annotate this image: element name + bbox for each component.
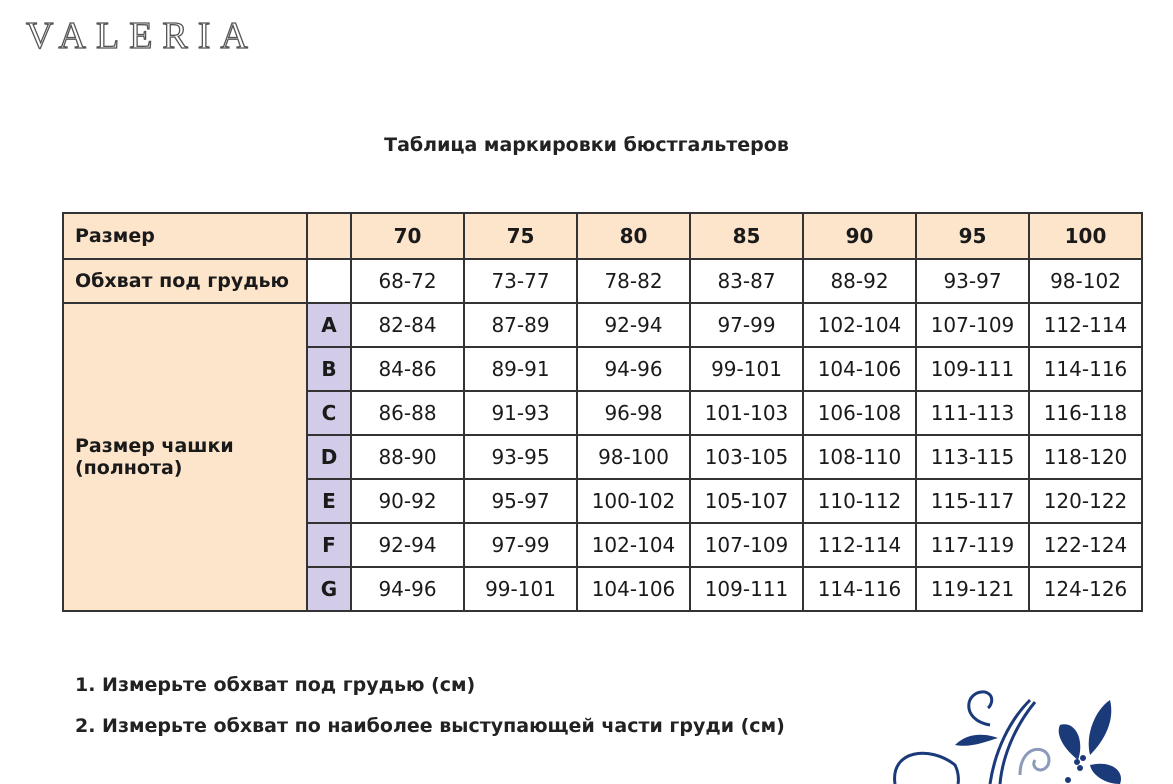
cup-letter-cell: D [307, 435, 351, 479]
bust-range-cell: 104-106 [577, 567, 690, 611]
bust-range-cell: 108-110 [803, 435, 916, 479]
bust-range-cell: 102-104 [577, 523, 690, 567]
bust-range-cell: 99-101 [690, 347, 803, 391]
bust-range-cell: 107-109 [916, 303, 1029, 347]
bust-range-cell: 120-122 [1029, 479, 1142, 523]
size-header-row [63, 213, 1142, 259]
instruction-1: 1. Измерьте обхват под грудью (см) [75, 674, 476, 696]
bust-range-cell: 93-95 [464, 435, 577, 479]
bust-range-cell: 112-114 [1029, 303, 1142, 347]
bust-range-cell: 101-103 [690, 391, 803, 435]
size-header-cell: 70 [351, 213, 464, 259]
cup-label-line2: (полнота) [75, 457, 183, 479]
bust-range-cell: 92-94 [577, 303, 690, 347]
size-header-cell: 80 [577, 213, 690, 259]
underbust-cell: 88-92 [803, 259, 916, 303]
empty-cell [307, 259, 351, 303]
bust-range-cell: 117-119 [916, 523, 1029, 567]
bust-range-cell: 104-106 [803, 347, 916, 391]
bust-range-cell: 103-105 [690, 435, 803, 479]
underbust-cell: 98-102 [1029, 259, 1142, 303]
bust-range-cell: 100-102 [577, 479, 690, 523]
bust-range-cell: 84-86 [351, 347, 464, 391]
instructions [75, 665, 785, 747]
underbust-label: Обхват под грудью [63, 259, 307, 303]
bust-range-cell: 102-104 [803, 303, 916, 347]
bust-range-cell: 114-116 [803, 567, 916, 611]
bust-range-cell: 110-112 [803, 479, 916, 523]
size-header-cell: 90 [803, 213, 916, 259]
bust-range-cell: 113-115 [916, 435, 1029, 479]
bust-range-cell: 115-117 [916, 479, 1029, 523]
bust-range-cell: 109-111 [690, 567, 803, 611]
size-header-cell: 100 [1029, 213, 1142, 259]
page-title: Таблица маркировки бюстгальтеров [384, 134, 789, 156]
underbust-row [63, 259, 1142, 303]
bust-range-cell: 112-114 [803, 523, 916, 567]
cup-letter-cell: G [307, 567, 351, 611]
bust-range-cell: 94-96 [577, 347, 690, 391]
bust-range-cell: 91-93 [464, 391, 577, 435]
underbust-cell: 93-97 [916, 259, 1029, 303]
bust-range-cell: 124-126 [1029, 567, 1142, 611]
cup-size-label [63, 303, 307, 611]
bust-range-cell: 119-121 [916, 567, 1029, 611]
bust-range-cell: 88-90 [351, 435, 464, 479]
bust-range-cell: 118-120 [1029, 435, 1142, 479]
size-label: Размер [63, 213, 307, 259]
bust-range-cell: 97-99 [464, 523, 577, 567]
bust-range-cell: 114-116 [1029, 347, 1142, 391]
bust-range-cell: 90-92 [351, 479, 464, 523]
bust-range-cell: 92-94 [351, 523, 464, 567]
cup-letter-cell: A [307, 303, 351, 347]
size-header-cell: 85 [690, 213, 803, 259]
bust-range-cell: 105-107 [690, 479, 803, 523]
underbust-cell: 83-87 [690, 259, 803, 303]
empty-cell [307, 213, 351, 259]
cup-letter-cell: F [307, 523, 351, 567]
bust-range-cell: 94-96 [351, 567, 464, 611]
underbust-cell: 78-82 [577, 259, 690, 303]
bust-range-cell: 107-109 [690, 523, 803, 567]
floral-ornament-icon [880, 680, 1173, 784]
size-header-cell: 75 [464, 213, 577, 259]
bust-range-cell: 116-118 [1029, 391, 1142, 435]
underbust-cell: 73-77 [464, 259, 577, 303]
cup-label-line1: Размер чашки [75, 435, 234, 457]
bust-range-cell: 122-124 [1029, 523, 1142, 567]
cup-letter-cell: B [307, 347, 351, 391]
bust-range-cell: 98-100 [577, 435, 690, 479]
bust-range-cell: 95-97 [464, 479, 577, 523]
bust-range-cell: 99-101 [464, 567, 577, 611]
cup-letter-cell: E [307, 479, 351, 523]
bust-range-cell: 86-88 [351, 391, 464, 435]
cup-row [63, 303, 1142, 347]
bust-range-cell: 82-84 [351, 303, 464, 347]
bust-range-cell: 106-108 [803, 391, 916, 435]
bust-range-cell: 111-113 [916, 391, 1029, 435]
cup-letter-cell: C [307, 391, 351, 435]
bust-range-cell: 87-89 [464, 303, 577, 347]
bust-range-cell: 97-99 [690, 303, 803, 347]
valeria-logo: VALERIA [26, 15, 258, 57]
underbust-cell: 68-72 [351, 259, 464, 303]
instruction-2: 2. Измерьте обхват по наиболее выступающей части груди (см) [75, 715, 785, 737]
bust-range-cell: 109-111 [916, 347, 1029, 391]
bust-range-cell: 96-98 [577, 391, 690, 435]
bust-range-cell: 89-91 [464, 347, 577, 391]
size-table [62, 212, 1143, 612]
size-header-cell: 95 [916, 213, 1029, 259]
